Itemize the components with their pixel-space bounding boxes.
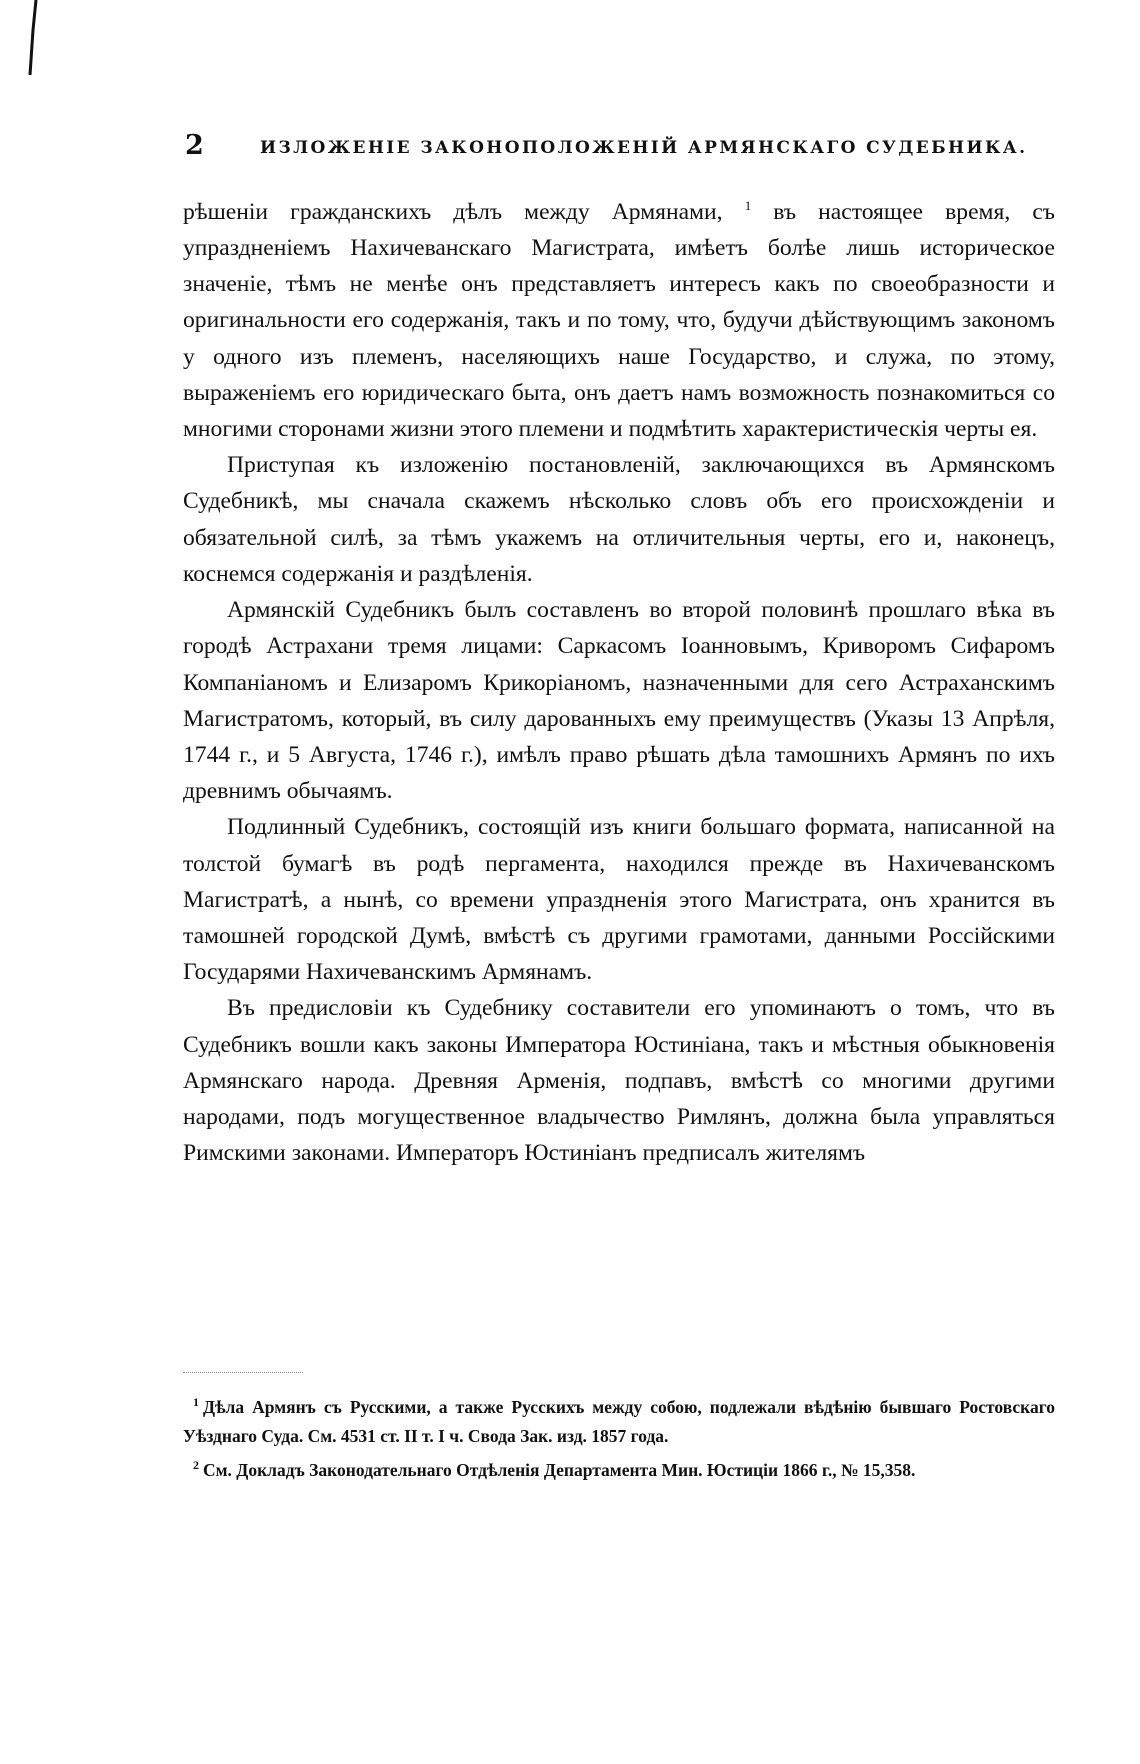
footnote-2	[183, 1451, 1055, 1485]
paragraph-1	[183, 188, 1055, 447]
running-title: ИЗЛОЖЕНІЕ ЗАКОНОПОЛОЖЕНІЙ АРМЯНСКАГО СУДЕБНИКА.	[260, 138, 1028, 158]
footnote-2-text: См. Докладъ Законодательнаго Отдѣленія Департамента Мин. Юстиціи 1866 г., № 15,358.	[203, 1459, 916, 1480]
footnote-1	[183, 1388, 1055, 1451]
footnote-1-mark: 1	[193, 1395, 199, 1409]
paragraph-4: Подлинный Судебникъ, состоящій изъ книги большаго формата, написанной на толстой бумагѣ въ родѣ пергамента, находился прежде въ Нахичеванскомъ Магистратѣ, а нынѣ, со времени упраздненія этого Магистрата, онъ хранится въ тамошней городской Думѣ, вмѣстѣ съ другими грамотами, данными Россійскими Государями Нахичеванскимъ Армянамъ.	[183, 814, 1055, 986]
footnote-1-text: Дѣла Армянъ съ Русскими, а также Русскихъ между собою, подлежали вѣдѣнію бывшаго Ростовскаго Уѣзднаго Суда. См. 4531 ст. II т. I ч. Свода Зак. изд. 1857 года.	[183, 1396, 1055, 1446]
paragraph-5: Въ предисловіи къ Судебнику составители его упоминаютъ о томъ, что въ Судебникъ вошли какъ законы Императора Юстиніана, такъ и мѣстныя обыкновенія Армянскаго народа. Древняя Арменія, подпавъ, вмѣстѣ со многими другими народами, подъ могущественное владычество Римлянъ, должна была управляться Римскими законами. Императоръ Юстиніанъ предписалъ жителямъ	[183, 995, 1055, 1167]
page-number: 2	[185, 130, 204, 161]
paragraph-1-text-after: въ настоящее время, съ упраздненіемъ Нахичеванскаго Магистрата, имѣетъ болѣе лишь историческое значеніе, тѣмъ не менѣе онъ представляетъ интересъ какъ по своеобразности и оригинальности его содержанія, такъ и по тому, что, будучи дѣйствующимъ закономъ у одного изъ племенъ, населяющихъ наше Государство, и служа, по этому, выраженіемъ его юридическаго быта, онъ даетъ намъ возможность познакомиться со многими сторонами жизни этого племени и подмѣтить характеристическія черты ея.	[183, 198, 1055, 443]
scan-mark-decoration	[28, 0, 38, 75]
page-header	[185, 130, 1065, 170]
paragraph-1-text: рѣшеніи гражданскихъ дѣлъ между Армянами,	[183, 198, 745, 225]
footnote-ref-1: 1	[744, 198, 752, 213]
body-text	[183, 188, 1055, 1171]
footnote-2-mark: 2	[193, 1457, 199, 1472]
footnotes	[183, 1388, 1055, 1485]
footnote-divider	[183, 1372, 303, 1373]
paragraph-3: Армянскій Судебникъ былъ составленъ во второй половинѣ прошлаго вѣка въ городѣ Астрахани тремя лицами: Саркасомъ Іоанновымъ, Криворомъ Сифаромъ Компаніаномъ и Елизаромъ Крикоріаномъ, назначенными для сего Астраханскимъ Магистратомъ, который, въ силу дарованныхъ ему преимуществъ (Указы 13 Апрѣля, 1744 г., и 5 Августа, 1746 г.), имѣлъ право рѣшать дѣла тамошнихъ Армянъ по ихъ древнимъ обычаямъ.	[183, 597, 1055, 805]
paragraph-2: Приступая къ изложенію постановленій, заключающихся въ Армянскомъ Судебникѣ, мы сначала скажемъ нѣсколько словъ объ его происхожденіи и обязательной силѣ, за тѣмъ укажемъ на отличительныя черты, его и, наконецъ, коснемся содержанія и раздѣленія.	[183, 452, 1055, 587]
